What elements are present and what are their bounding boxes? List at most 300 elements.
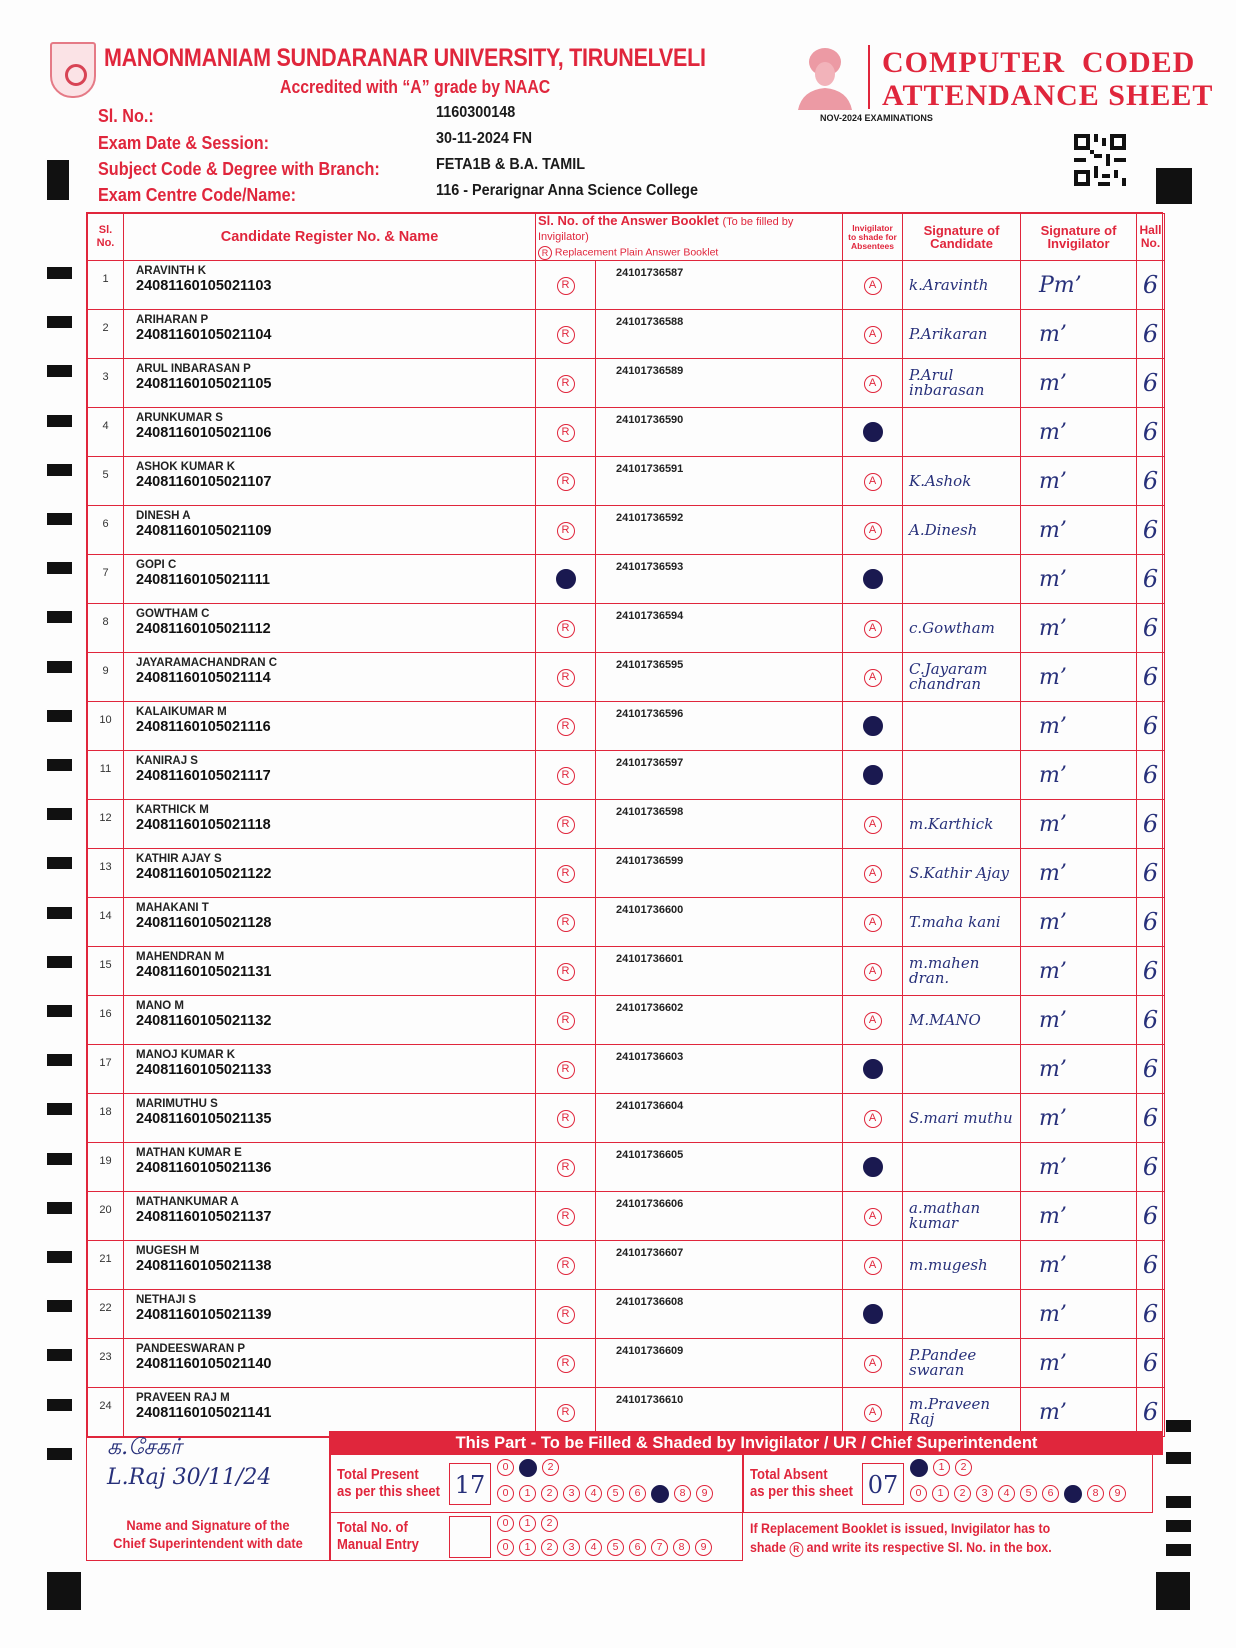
hall-number: 6 — [1137, 1290, 1165, 1339]
row-sl-no: 6 — [88, 506, 124, 555]
absent-bubble[interactable]: A — [864, 375, 882, 393]
candidate-cell — [124, 800, 536, 849]
hall-number: 6 — [1137, 1388, 1165, 1437]
candidate-name: MAHAKANI T — [136, 902, 209, 914]
invigilator-signature[interactable]: m’ — [1021, 1094, 1137, 1143]
digit-bubble[interactable] — [1064, 1485, 1082, 1503]
timing-mark — [1156, 1572, 1190, 1610]
digit-bubble[interactable]: 4 — [585, 1485, 602, 1502]
digit-bubble[interactable]: 4 — [585, 1539, 602, 1556]
digit-bubble[interactable]: 7 — [651, 1539, 668, 1556]
replacement-cell — [536, 1143, 596, 1192]
candidate-signature[interactable] — [903, 1143, 1021, 1192]
absent-bubble[interactable]: A — [864, 1257, 882, 1275]
candidate-signature[interactable]: k.Aravinth — [903, 261, 1021, 310]
digit-bubble[interactable]: 8 — [1087, 1485, 1104, 1502]
manual-entry-box — [330, 1513, 743, 1561]
chief-label: Name and Signature of the Chief Superintendent with date — [113, 1517, 303, 1551]
candidate-signature[interactable] — [903, 702, 1021, 751]
total-absent-units — [910, 1485, 1126, 1503]
candidate-signature[interactable]: P.Pandee swaran — [903, 1339, 1021, 1388]
digit-bubble[interactable]: 3 — [563, 1485, 580, 1502]
total-present-value[interactable]: 17 — [449, 1463, 491, 1505]
attendance-table — [86, 212, 1163, 1438]
replacement-bubble[interactable]: R — [557, 865, 575, 883]
row-sl-no: 16 — [88, 996, 124, 1045]
timing-mark — [47, 464, 72, 476]
digit-bubble[interactable]: 1 — [519, 1485, 536, 1502]
candidate-name: KALAIKUMAR M — [136, 706, 227, 718]
total-absent-label: Total Absent as per this sheet — [750, 1467, 853, 1500]
invigilator-signature[interactable]: m’ — [1021, 1290, 1137, 1339]
absentee-cell — [843, 702, 903, 751]
candidate-signature[interactable]: K.Ashok — [903, 457, 1021, 506]
candidate-name: ARUL INBARASAN P — [136, 363, 251, 375]
candidate-signature[interactable]: T.maha kani — [903, 898, 1021, 947]
candidate-cell — [124, 457, 536, 506]
invigilator-signature[interactable]: m’ — [1021, 849, 1137, 898]
replacement-bubble[interactable]: R — [557, 963, 575, 981]
booklet-number: 24101736589 — [596, 359, 843, 408]
timing-mark — [1166, 1520, 1191, 1532]
replacement-bubble[interactable]: R — [557, 1110, 575, 1128]
timing-mark — [47, 1005, 72, 1017]
replacement-bubble[interactable]: R — [557, 1061, 575, 1079]
hall-number: 6 — [1137, 1143, 1165, 1192]
row-sl-no: 14 — [88, 898, 124, 947]
row-sl-no: 17 — [88, 1045, 124, 1094]
digit-bubble[interactable]: 5 — [607, 1539, 624, 1556]
sl-no-value: 1160300148 — [436, 104, 516, 121]
replacement-cell — [536, 947, 596, 996]
exam-centre-value: 116 - Perarignar Anna Science College — [436, 182, 698, 199]
founder-portrait — [794, 42, 856, 110]
register-number: 24081160105021131 — [136, 964, 272, 980]
digit-bubble[interactable]: 8 — [674, 1485, 691, 1502]
row-sl-no: 1 — [88, 261, 124, 310]
row-sl-no: 18 — [88, 1094, 124, 1143]
booklet-number: 24101736604 — [596, 1094, 843, 1143]
timing-mark — [47, 160, 69, 200]
candidate-signature[interactable]: a.mathan kumar — [903, 1192, 1021, 1241]
replacement-bubble[interactable]: R — [557, 1306, 575, 1324]
table-row — [88, 1094, 1165, 1143]
col-invig-sign: Signature of Invigilator — [1021, 214, 1137, 261]
col-cand-sign: Signature of Candidate — [903, 214, 1021, 261]
replacement-bubble[interactable]: R — [557, 1257, 575, 1275]
table-row — [88, 849, 1165, 898]
candidate-signature[interactable] — [903, 1045, 1021, 1094]
row-sl-no: 13 — [88, 849, 124, 898]
row-sl-no: 20 — [88, 1192, 124, 1241]
replacement-bubble[interactable]: R — [557, 1404, 575, 1422]
row-sl-no: 10 — [88, 702, 124, 751]
candidate-signature[interactable] — [903, 751, 1021, 800]
replacement-bubble[interactable]: R — [557, 718, 575, 736]
timing-mark — [47, 808, 72, 820]
timing-mark — [47, 415, 72, 427]
row-sl-no: 3 — [88, 359, 124, 408]
table-row — [88, 1290, 1165, 1339]
digit-bubble[interactable] — [910, 1459, 928, 1477]
booklet-number: 24101736605 — [596, 1143, 843, 1192]
absent-bubble[interactable]: A — [864, 1012, 882, 1030]
absent-bubble[interactable] — [863, 1304, 883, 1324]
invigilator-signature[interactable]: m’ — [1021, 1388, 1137, 1437]
absent-bubble[interactable]: A — [864, 277, 882, 295]
candidate-name: ASHOK KUMAR K — [136, 461, 236, 473]
digit-bubble[interactable]: 9 — [1109, 1485, 1126, 1502]
table-row — [88, 506, 1165, 555]
absent-bubble[interactable] — [863, 765, 883, 785]
candidate-cell — [124, 898, 536, 947]
row-sl-no: 22 — [88, 1290, 124, 1339]
invigilator-signature[interactable]: m’ — [1021, 604, 1137, 653]
exam-centre-label: Exam Centre Code/Name: — [98, 185, 297, 205]
invigilator-signature[interactable]: m’ — [1021, 653, 1137, 702]
candidate-signature[interactable] — [903, 555, 1021, 604]
candidate-name: MARIMUTHU S — [136, 1098, 218, 1110]
register-number: 24081160105021107 — [136, 474, 272, 490]
candidate-name: GOWTHAM C — [136, 608, 210, 620]
absentee-cell — [843, 359, 903, 408]
register-number: 24081160105021106 — [136, 425, 272, 441]
timing-mark — [1166, 1544, 1191, 1556]
absentee-cell — [843, 1241, 903, 1290]
row-sl-no: 23 — [88, 1339, 124, 1388]
invigilator-signature[interactable]: m’ — [1021, 408, 1137, 457]
booklet-number: 24101736599 — [596, 849, 843, 898]
absent-bubble[interactable]: A — [864, 1404, 882, 1422]
timing-mark — [47, 1054, 72, 1066]
digit-bubble[interactable]: 4 — [998, 1485, 1015, 1502]
register-number: 24081160105021138 — [136, 1258, 272, 1274]
replacement-cell — [536, 555, 596, 604]
booklet-number: 24101736588 — [596, 310, 843, 359]
invigilator-signature[interactable]: m’ — [1021, 457, 1137, 506]
register-number: 24081160105021133 — [136, 1062, 272, 1078]
sheet-title-line1: COMPUTER CODED — [882, 46, 1196, 79]
candidate-signature[interactable]: m.mahen dran. — [903, 947, 1021, 996]
digit-bubble[interactable]: 1 — [933, 1459, 950, 1476]
candidate-signature[interactable]: c.Gowtham — [903, 604, 1021, 653]
digit-bubble[interactable]: 6 — [1042, 1485, 1059, 1502]
booklet-number: 24101736601 — [596, 947, 843, 996]
hall-number: 6 — [1137, 800, 1165, 849]
table-row — [88, 1241, 1165, 1290]
sl-no-label: Sl. No.: — [98, 106, 154, 126]
university-logo — [50, 42, 96, 98]
replacement-bubble[interactable]: R — [557, 816, 575, 834]
timing-mark — [47, 1103, 72, 1115]
invigilator-signature[interactable]: m’ — [1021, 310, 1137, 359]
digit-bubble[interactable]: 2 — [541, 1515, 558, 1532]
replacement-bubble[interactable]: R — [557, 1355, 575, 1373]
candidate-signature[interactable]: P.Arul inbarasan — [903, 359, 1021, 408]
hall-number: 6 — [1137, 653, 1165, 702]
replacement-cell — [536, 751, 596, 800]
replacement-cell — [536, 1388, 596, 1437]
invigilator-signature[interactable]: m’ — [1021, 702, 1137, 751]
manual-entry-units — [497, 1539, 712, 1556]
digit-bubble[interactable]: 2 — [541, 1539, 558, 1556]
absentee-cell — [843, 1388, 903, 1437]
candidate-name: KARTHICK M — [136, 804, 209, 816]
hall-number: 6 — [1137, 849, 1165, 898]
subject-value: FETA1B & B.A. TAMIL — [436, 156, 586, 173]
absent-bubble[interactable]: A — [864, 326, 882, 344]
timing-mark — [47, 1399, 72, 1411]
exam-session-label: NOV-2024 EXAMINATIONS — [820, 113, 933, 123]
invigilator-signature[interactable]: m’ — [1021, 800, 1137, 849]
register-number: 24081160105021116 — [136, 719, 271, 735]
replacement-bubble[interactable]: R — [557, 326, 575, 344]
candidate-signature[interactable]: M.MANO — [903, 996, 1021, 1045]
timing-mark — [47, 857, 72, 869]
col-sl-no: Sl. No. — [88, 214, 124, 261]
replacement-bubble[interactable]: R — [557, 522, 575, 540]
booklet-number: 24101736598 — [596, 800, 843, 849]
absent-bubble[interactable]: A — [864, 473, 882, 491]
candidate-cell — [124, 261, 536, 310]
absent-bubble[interactable]: A — [864, 816, 882, 834]
header-divider — [868, 45, 870, 109]
digit-bubble[interactable]: 5 — [607, 1485, 624, 1502]
digit-bubble[interactable]: 0 — [497, 1485, 514, 1502]
register-number: 24081160105021111 — [136, 572, 270, 588]
footer-section — [86, 1431, 1163, 1561]
digit-bubble[interactable]: 3 — [976, 1485, 993, 1502]
replacement-cell — [536, 1045, 596, 1094]
col-candidate: Candidate Register No. & Name — [124, 214, 536, 261]
invigilator-signature[interactable]: m’ — [1021, 1339, 1137, 1388]
table-row — [88, 1143, 1165, 1192]
digit-bubble[interactable]: 9 — [696, 1485, 713, 1502]
candidate-name: MANOJ KUMAR K — [136, 1049, 236, 1061]
replacement-bubble[interactable]: R — [557, 1159, 575, 1177]
invigilator-signature[interactable]: m’ — [1021, 1045, 1137, 1094]
row-sl-no: 24 — [88, 1388, 124, 1437]
candidate-name: PANDEESWARAN P — [136, 1343, 246, 1355]
digit-bubble[interactable] — [519, 1459, 537, 1477]
candidate-name: MUGESH M — [136, 1245, 200, 1257]
digit-bubble[interactable]: 1 — [932, 1485, 949, 1502]
register-number: 24081160105021109 — [136, 523, 272, 539]
replacement-cell — [536, 1290, 596, 1339]
booklet-number: 24101736587 — [596, 261, 843, 310]
timing-mark — [47, 956, 72, 968]
hall-number: 6 — [1137, 1192, 1165, 1241]
candidate-cell — [124, 408, 536, 457]
candidate-signature[interactable]: A.Dinesh — [903, 506, 1021, 555]
invigilator-signature[interactable]: m’ — [1021, 1192, 1137, 1241]
candidate-cell — [124, 1143, 536, 1192]
absentee-cell — [843, 898, 903, 947]
absent-bubble[interactable]: A — [864, 1208, 882, 1226]
hall-number: 6 — [1137, 1094, 1165, 1143]
digit-bubble[interactable]: 0 — [910, 1485, 927, 1502]
total-present-label: Total Present as per this sheet — [337, 1467, 440, 1500]
absent-bubble[interactable]: A — [864, 522, 882, 540]
register-number: 24081160105021128 — [136, 915, 272, 931]
replacement-bubble[interactable]: R — [557, 277, 575, 295]
invigilator-signature[interactable]: m’ — [1021, 359, 1137, 408]
replacement-icon: R — [789, 1542, 803, 1557]
booklet-number: 24101736591 — [596, 457, 843, 506]
timing-mark — [1166, 1496, 1191, 1508]
absentee-cell — [843, 800, 903, 849]
invigilator-signature[interactable]: m’ — [1021, 555, 1137, 604]
replacement-bubble[interactable]: R — [557, 375, 575, 393]
candidate-signature[interactable] — [903, 408, 1021, 457]
digit-bubble[interactable]: 1 — [519, 1515, 536, 1532]
hall-number: 6 — [1137, 1241, 1165, 1290]
register-number: 24081160105021140 — [136, 1356, 272, 1372]
invigilator-signature[interactable]: m’ — [1021, 898, 1137, 947]
absent-bubble[interactable] — [863, 569, 883, 589]
absent-bubble[interactable]: A — [864, 1110, 882, 1128]
replacement-bubble[interactable]: R — [557, 669, 575, 687]
replacement-bubble[interactable]: R — [557, 1012, 575, 1030]
table-row — [88, 1339, 1165, 1388]
candidate-signature[interactable]: C.Jayaram chandran — [903, 653, 1021, 702]
candidate-cell — [124, 849, 536, 898]
invigilator-signature[interactable]: m’ — [1021, 996, 1137, 1045]
manual-entry-value[interactable] — [449, 1516, 491, 1558]
absent-bubble[interactable]: A — [864, 865, 882, 883]
candidate-name: KATHIR AJAY S — [136, 853, 222, 865]
candidate-name: NETHAJI S — [136, 1294, 197, 1306]
replacement-cell — [536, 653, 596, 702]
timing-mark — [47, 710, 72, 722]
digit-bubble[interactable]: 0 — [497, 1515, 514, 1532]
timing-mark — [47, 1300, 72, 1312]
timing-mark — [47, 316, 72, 328]
digit-bubble[interactable]: 2 — [541, 1485, 558, 1502]
candidate-cell — [124, 702, 536, 751]
invigilator-signature[interactable]: m’ — [1021, 506, 1137, 555]
row-sl-no: 19 — [88, 1143, 124, 1192]
candidate-signature[interactable]: S.mari muthu — [903, 1094, 1021, 1143]
row-sl-no: 11 — [88, 751, 124, 800]
booklet-number: 24101736608 — [596, 1290, 843, 1339]
candidate-name: ARUNKUMAR S — [136, 412, 223, 424]
candidate-signature[interactable]: m.mugesh — [903, 1241, 1021, 1290]
table-row — [88, 457, 1165, 506]
digit-bubble[interactable]: 6 — [629, 1539, 646, 1556]
digit-bubble[interactable]: 1 — [519, 1539, 536, 1556]
total-present-box — [330, 1455, 743, 1513]
table-row — [88, 555, 1165, 604]
digit-bubble[interactable]: 6 — [629, 1485, 646, 1502]
candidate-signature[interactable]: P.Arikaran — [903, 310, 1021, 359]
total-absent-box — [743, 1455, 1153, 1513]
candidate-name: ARAVINTH K — [136, 265, 207, 277]
replacement-bubble[interactable]: R — [557, 473, 575, 491]
digit-bubble[interactable]: 0 — [497, 1539, 514, 1556]
hall-number: 6 — [1137, 996, 1165, 1045]
total-present-tens — [497, 1459, 559, 1477]
register-number: 24081160105021105 — [136, 376, 272, 392]
replacement-bubble[interactable]: R — [557, 767, 575, 785]
qr-code — [1074, 134, 1126, 186]
replacement-cell — [536, 604, 596, 653]
absent-bubble[interactable] — [863, 1059, 883, 1079]
digit-bubble[interactable]: 3 — [563, 1539, 580, 1556]
candidate-cell — [124, 1241, 536, 1290]
candidate-signature[interactable]: S.Kathir Ajay — [903, 849, 1021, 898]
digit-bubble[interactable]: 9 — [695, 1539, 712, 1556]
candidate-signature[interactable] — [903, 1290, 1021, 1339]
timing-mark — [47, 907, 72, 919]
hall-number: 6 — [1137, 898, 1165, 947]
absent-bubble[interactable]: A — [864, 669, 882, 687]
absent-bubble[interactable] — [863, 1157, 883, 1177]
register-number: 24081160105021136 — [136, 1160, 272, 1176]
col-hall-no: Hall No. — [1137, 214, 1165, 261]
absent-bubble[interactable] — [863, 422, 883, 442]
absent-bubble[interactable] — [863, 716, 883, 736]
timing-mark — [47, 759, 72, 771]
hall-number: 6 — [1137, 1339, 1165, 1388]
exam-date-label: Exam Date & Session: — [98, 133, 270, 153]
candidate-name: GOPI C — [136, 559, 177, 571]
absent-bubble[interactable]: A — [864, 1355, 882, 1373]
candidate-signature[interactable]: m.Karthick — [903, 800, 1021, 849]
table-row — [88, 898, 1165, 947]
invigilator-signature[interactable]: m’ — [1021, 1143, 1137, 1192]
candidate-signature[interactable]: m.Praveen Raj — [903, 1388, 1021, 1437]
absent-bubble[interactable]: A — [864, 914, 882, 932]
digit-bubble[interactable]: 0 — [497, 1459, 514, 1476]
absentee-cell — [843, 1143, 903, 1192]
digit-bubble[interactable]: 2 — [542, 1459, 559, 1476]
invigilator-signature[interactable]: m’ — [1021, 1241, 1137, 1290]
digit-bubble[interactable] — [651, 1485, 669, 1503]
digit-bubble[interactable]: 5 — [1020, 1485, 1037, 1502]
row-sl-no: 12 — [88, 800, 124, 849]
replacement-bubble[interactable]: R — [557, 914, 575, 932]
candidate-cell — [124, 604, 536, 653]
table-row — [88, 702, 1165, 751]
candidate-cell — [124, 506, 536, 555]
absent-bubble[interactable]: A — [864, 963, 882, 981]
digit-bubble[interactable]: 8 — [673, 1539, 690, 1556]
hall-number: 6 — [1137, 506, 1165, 555]
absentee-cell — [843, 555, 903, 604]
digit-bubble[interactable]: 2 — [954, 1485, 971, 1502]
booklet-number: 24101736597 — [596, 751, 843, 800]
timing-mark — [47, 661, 72, 673]
replacement-bubble[interactable] — [556, 569, 576, 589]
replacement-bubble[interactable]: R — [557, 424, 575, 442]
replacement-bubble[interactable]: R — [557, 1208, 575, 1226]
candidate-name: JAYARAMACHANDRAN C — [136, 657, 277, 669]
candidate-cell — [124, 1192, 536, 1241]
invigilator-signature[interactable]: m’ — [1021, 751, 1137, 800]
booklet-number: 24101736609 — [596, 1339, 843, 1388]
invigilator-signature[interactable]: m’ — [1021, 947, 1137, 996]
invigilator-signature[interactable]: Pm’ — [1021, 261, 1137, 310]
replacement-bubble[interactable]: R — [557, 620, 575, 638]
total-present-units — [497, 1485, 713, 1503]
total-absent-value[interactable]: 07 — [862, 1463, 904, 1505]
booklet-number: 24101736593 — [596, 555, 843, 604]
digit-bubble[interactable]: 2 — [955, 1459, 972, 1476]
manual-entry-label: Total No. of Manual Entry — [337, 1520, 419, 1553]
hall-number: 6 — [1137, 751, 1165, 800]
absent-bubble[interactable]: A — [864, 620, 882, 638]
